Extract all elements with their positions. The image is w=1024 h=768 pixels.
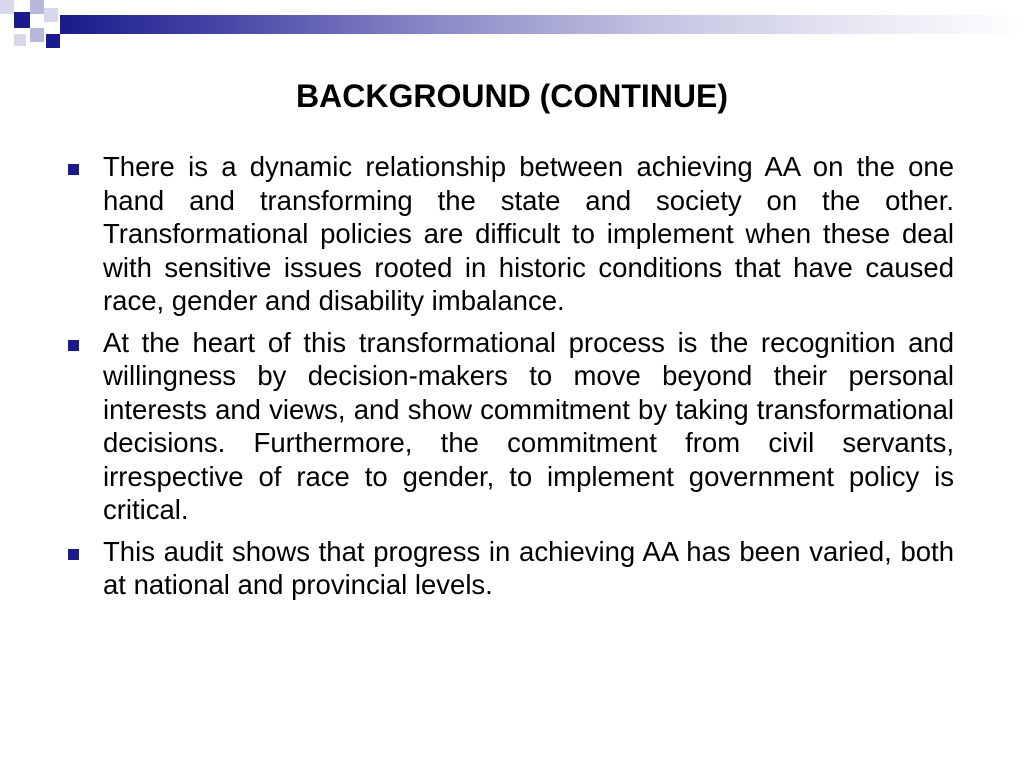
bullet-text: At the heart of this transformational process is the recognition and willingness by decision-makers to move beyond their personal interests and views, and show commitment by taking transformational decisions. Furthermore, the commitment from civil servants, irrespective of race to gender, to implement government policy is critical. (103, 326, 954, 525)
bullet-item-3 (64, 535, 954, 602)
decor-square-6 (46, 34, 60, 48)
bullet-item-1 (64, 150, 954, 318)
decor-square-7 (14, 34, 26, 46)
decor-square-4 (44, 8, 58, 22)
bullet-list (64, 150, 954, 610)
square-bullet-icon (68, 549, 79, 560)
decor-square-1 (0, 0, 14, 14)
bullet-text: There is a dynamic relationship between achieving AA on the one hand and transforming the state and society on the other. Transformational policies are difficult to implement when these deal with sensitive issues rooted in historic conditions that have caused race, gender and disability imbalance. (103, 151, 954, 316)
square-bullet-icon (68, 340, 79, 351)
bullet-text: This audit shows that progress in achieving AA has been varied, both at national and provincial levels. (103, 535, 954, 600)
slide-title: BACKGROUND (CONTINUE) (296, 78, 728, 114)
bullet-item-2 (64, 326, 954, 527)
header-gradient-bar (60, 15, 1024, 34)
decor-square-3 (30, 0, 44, 14)
decor-square-5 (30, 28, 44, 42)
decor-square-2 (14, 12, 30, 28)
square-bullet-icon (68, 164, 79, 175)
